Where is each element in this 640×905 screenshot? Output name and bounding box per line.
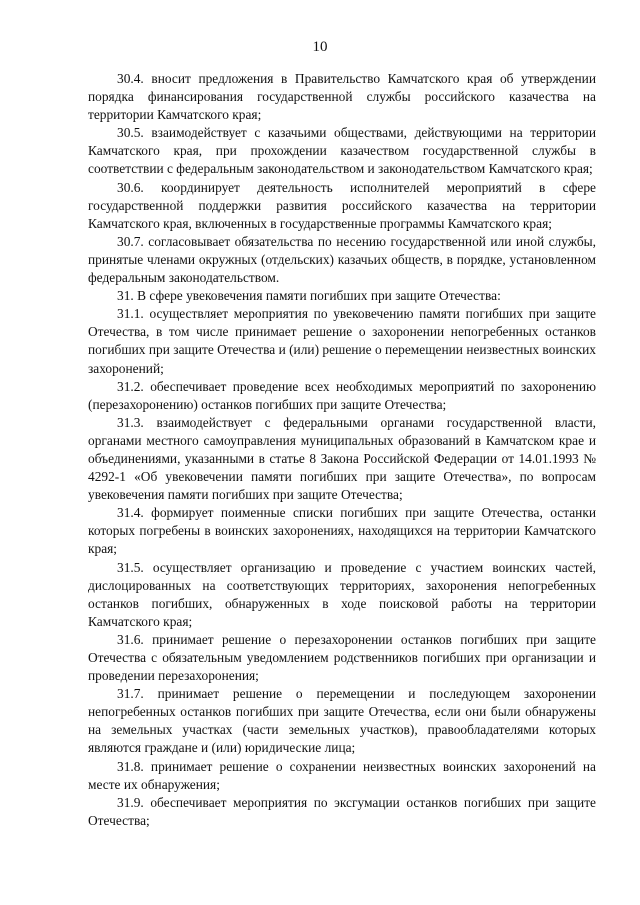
- paragraph-31-5: 31.5. осуществляет организацию и проведение с участием воинских частей, дислоцированных на соответствующих территориях, захоронения непогребенных останков погибших, обнаруженных в ходе поисковой работы на территории Камчатского края;: [88, 559, 596, 629]
- paragraph-30-6: 30.6. координирует деятельность исполнителей мероприятий в сфере государственной поддержки развития российского казачества на территории Камчатского края, включенных в государственные программы Камчатского края;: [88, 179, 596, 231]
- paragraph-31-3: 31.3. взаимодействует с федеральными органами государственной власти, органами местного самоуправления муниципальных образований в Камчатском крае и объединениями, указанными в статье 8 Закона Российской Федерации от 14.01.1993 № 4292-1 «Об увековечении памяти погибших при защите Отечества», по вопросам увековечения памяти погибших при защите Отечества;: [88, 414, 596, 503]
- paragraph-31-9: 31.9. обеспечивает мероприятия по эксгумации останков погибших при защите Отечества;: [88, 794, 596, 828]
- paragraph-31-1: 31.1. осуществляет мероприятия по увековечению памяти погибших при защите Отечества, в том числе принимает решение о захоронении непогребенных останков погибших при защите Отечества и (или) решение о перемещении неизвестных воинских захоронений;: [88, 306, 596, 376]
- paragraph-30-7: 30.7. согласовывает обязательства по несению государственной или иной службы, принятые членами окружных (отдельских) казачьих обществ, в порядке, установленном федеральным законодательством.: [88, 233, 596, 286]
- paragraph-31-8: 31.8. принимает решение о сохранении неизвестных воинских захоронений на месте их обнаружения;: [88, 758, 596, 792]
- document-body: [88, 70, 596, 830]
- paragraph-31-4: 31.4. формирует поименные списки погибших при защите Отечества, останки которых погребены в воинских захоронениях, находящихся на территории Камчатского края;: [88, 505, 596, 557]
- paragraph-31-2: 31.2. обеспечивает проведение всех необходимых мероприятий по захоронению (перезахоронению) останков погибших при защите Отечества;: [88, 378, 596, 412]
- paragraph-30-5: 30.5. взаимодействует с казачьими обществами, действующими на территории Камчатского края, при прохождении казачеством государственной службы в соответствии с федеральным законодательством и законодательством Камчатского края;: [88, 125, 596, 177]
- paragraph-31-6: 31.6. принимает решение о перезахоронении останков погибших при защите Отечества с обязательным уведомлением родственников погибших при организации и проведении перезахоронения;: [88, 631, 596, 684]
- page-number: 10: [312, 39, 328, 55]
- paragraph-31-7: 31.7. принимает решение о перемещении и последующем захоронении непогребенных останков погибших при защите Отечества, если они были обнаружены на земельных участках (части земельных участков), правообладателями которых являются граждане и (или) юридические лица;: [88, 686, 596, 756]
- paragraph-31: 31. В сфере увековечения памяти погибших при защите Отечества:: [117, 288, 501, 304]
- paragraph-30-4: 30.4. вносит предложения в Правительство Камчатского края об утверждении порядка финансирования государственной службы российского казачества на территории Камчатского края;: [88, 71, 596, 123]
